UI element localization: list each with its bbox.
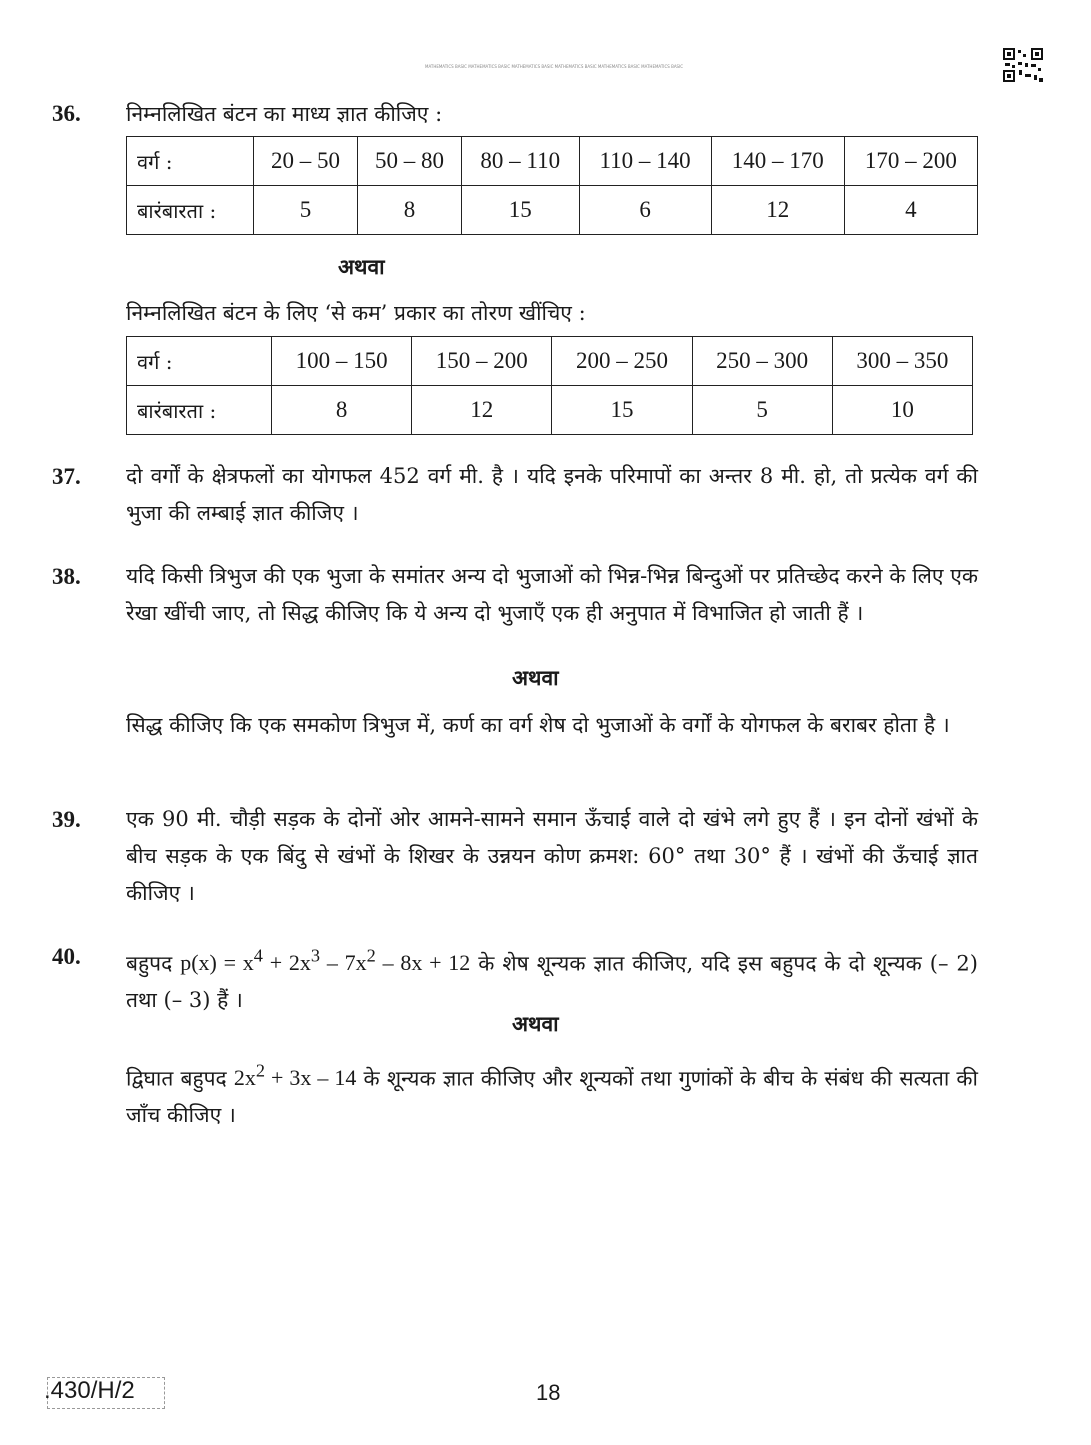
page-number: 18 xyxy=(536,1380,561,1405)
table-cell: 5 xyxy=(254,186,358,235)
table-cell: 4 xyxy=(844,186,977,235)
poly-part: – 7x xyxy=(320,950,367,976)
or-separator-40: अथवा xyxy=(512,1011,559,1036)
question-number-39: 39. xyxy=(52,807,81,832)
or-separator-36: अथवा xyxy=(338,254,385,279)
table-row-label: वर्ग : xyxy=(127,337,272,386)
header-micro-text: MATHEMATICS BASIC MATHEMATICS BASIC MATHEMATICS BASIC MATHEMATICS BASIC MATHEMATICS BASIC MATHEMATICS BASIC xyxy=(425,64,684,69)
q40-text-a: बहुपद xyxy=(126,951,173,976)
table-cell: 300 – 350 xyxy=(832,337,972,386)
table-cell: 6 xyxy=(579,186,711,235)
table-cell: 12 xyxy=(711,186,844,235)
table-cell: 140 – 170 xyxy=(711,137,844,186)
distribution-table-2 xyxy=(126,336,973,435)
question-36-alt-prompt: निम्नलिखित बंटन के लिए ‘से कम’ प्रकार का तोरण खींचिए : xyxy=(126,301,586,325)
question-number-40: 40. xyxy=(52,944,81,969)
q40-alt-text-a: द्विघात बहुपद xyxy=(126,1066,227,1091)
table-cell: 250 – 300 xyxy=(692,337,832,386)
exponent: 2 xyxy=(366,946,376,966)
table-row-label: बारंबारता : xyxy=(127,186,254,235)
or-separator-38: अथवा xyxy=(512,665,559,690)
table-row xyxy=(127,186,978,235)
quadratic-expression xyxy=(233,1061,357,1091)
q40-alt-text-b: के शून्यक ज्ञात कीजिए और शून्यकों तथा गुणांकों के बीच के संबंध की सत्यता की जाँच कीजिए । xyxy=(126,1066,978,1128)
poly-part: + 3x – 14 xyxy=(265,1065,357,1091)
table-cell: 200 – 250 xyxy=(552,337,692,386)
question-37-text: दो वर्गों के क्षेत्रफलों का योगफल 452 वर्ग मी. है । यदि इनके परिमापों का अन्तर 8 मी. हो, तो प्रत्येक वर्ग की भुजा की लम्बाई ज्ञात कीजिए । xyxy=(126,464,978,525)
poly-part: + 2x xyxy=(262,950,311,976)
table-cell: 8 xyxy=(272,386,412,435)
polynomial-expression xyxy=(180,946,471,976)
table-cell: 12 xyxy=(412,386,552,435)
table-row xyxy=(127,337,973,386)
question-40-text xyxy=(126,938,978,1019)
table-cell: 110 – 140 xyxy=(579,137,711,186)
table-cell: 5 xyxy=(692,386,832,435)
table-cell: 10 xyxy=(832,386,972,435)
exponent: 2 xyxy=(255,1061,266,1081)
table-cell: 15 xyxy=(462,186,580,235)
table-row xyxy=(127,137,978,186)
distribution-table-1 xyxy=(126,136,978,235)
q40-text-b: के शेष शून्यक ज्ञात कीजिए, यदि इस बहुपद के दो शून्यक (– 2) तथा (– 3) हैं । xyxy=(126,951,978,1013)
qr-code-icon xyxy=(1003,48,1043,82)
paper-code: .430/H/2 xyxy=(44,1377,135,1404)
poly-part: – 8x + 12 xyxy=(375,950,471,976)
question-number-36: 36. xyxy=(52,101,81,126)
question-38-alt-text: सिद्ध कीजिए कि एक समकोण त्रिभुज में, कर्ण का वर्ग शेष दो भुजाओं के वर्गों के योगफल के बराबर होता है । xyxy=(126,713,950,737)
table-cell: 150 – 200 xyxy=(412,337,552,386)
exponent: 3 xyxy=(310,946,321,966)
question-38-text: यदि किसी त्रिभुज की एक भुजा के समांतर अन्य दो भुजाओं को भिन्न-भिन्न बिन्दुओं पर प्रतिच्छेद करने के लिए एक रेखा खींची जाए, तो सिद्ध कीजिए कि ये अन्य दो भुजाएँ एक ही अनुपात में विभाजित हो जाती हैं । xyxy=(126,564,978,625)
question-36-prompt: निम्नलिखित बंटन का माध्य ज्ञात कीजिए : xyxy=(126,102,443,126)
poly-part: 2x xyxy=(233,1065,256,1091)
table-cell: 80 – 110 xyxy=(462,137,580,186)
table-row-label: बारंबारता : xyxy=(127,386,272,435)
question-number-38: 38. xyxy=(52,564,81,589)
table-cell: 50 – 80 xyxy=(358,137,462,186)
table-cell: 8 xyxy=(358,186,462,235)
table-cell: 15 xyxy=(552,386,692,435)
exponent: 4 xyxy=(253,946,263,966)
table-row-label: वर्ग : xyxy=(127,137,254,186)
table-cell: 20 – 50 xyxy=(254,137,358,186)
question-40-alt-text xyxy=(126,1053,978,1134)
question-39-text: एक 90 मी. चौड़ी सड़क के दोनों ओर आमने-सामने समान ऊँचाई वाले दो खंभे लगे हुए हैं । इन दोनों खंभों के बीच सड़क के एक बिंदु से खंभों के शिखर के उन्नयन कोण क्रमश: 60° तथा 30° हैं । खंभों की ऊँचाई ज्ञात कीजिए । xyxy=(126,807,978,905)
poly-part: p(x) = x xyxy=(180,950,254,976)
table-row xyxy=(127,386,973,435)
table-cell: 170 – 200 xyxy=(844,137,977,186)
question-number-37: 37. xyxy=(52,464,81,489)
table-cell: 100 – 150 xyxy=(272,337,412,386)
